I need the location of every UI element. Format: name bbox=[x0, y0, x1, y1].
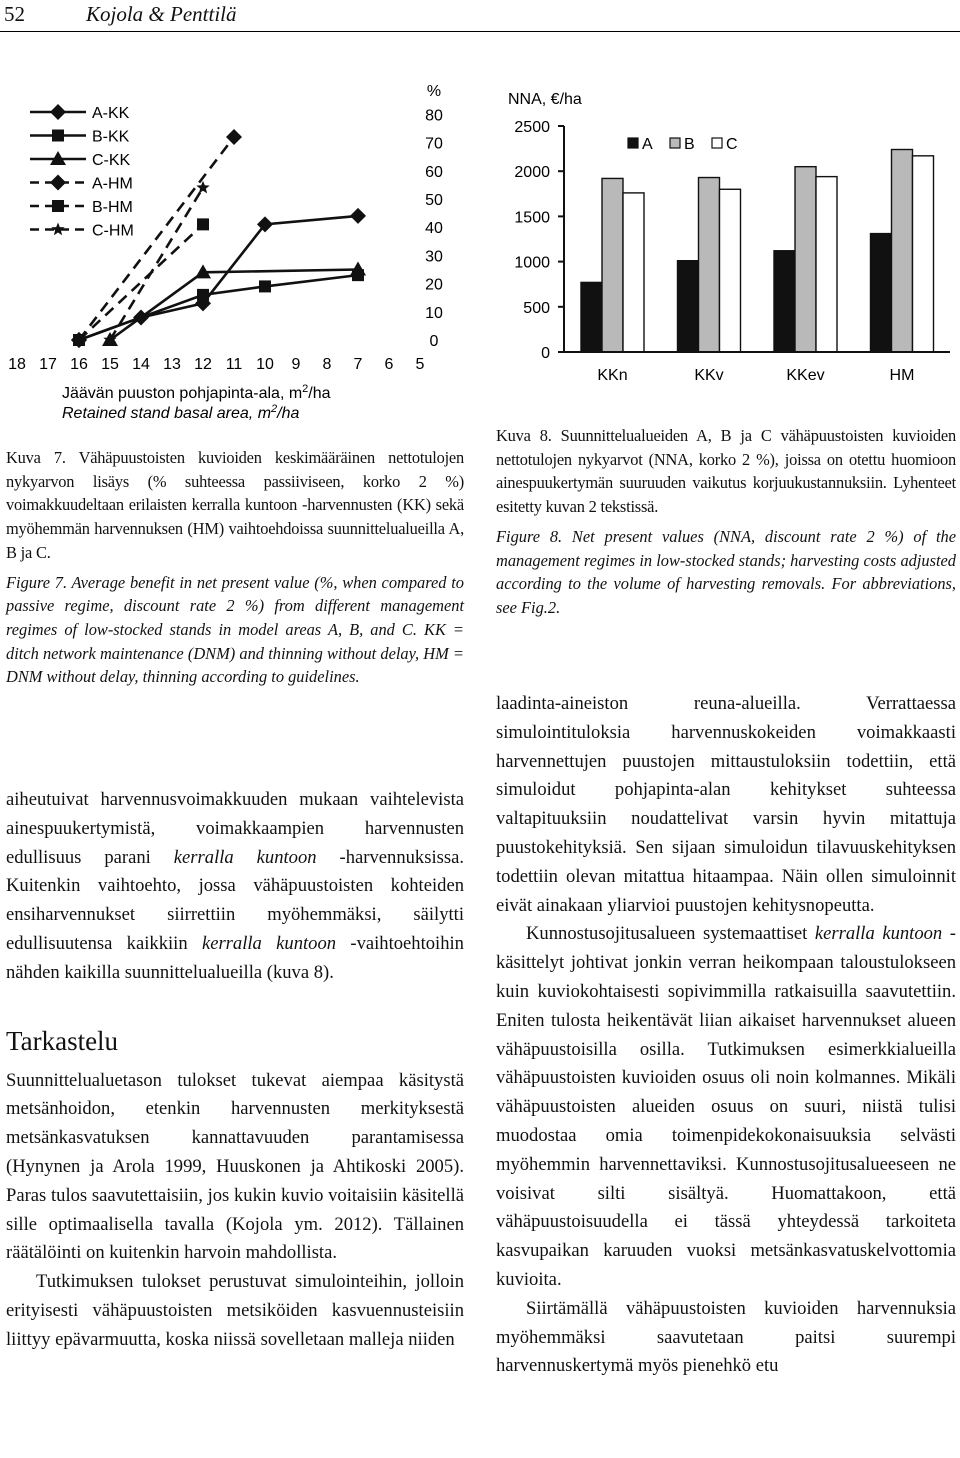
figure-7-caption-fi: Kuva 7. Vähäpuustoisten kuvioiden keskimääräinen nettotulojen nykyarvon lisäys (% suhteessa passiiviseen, korko 2 %) voimakkuudeltaan erilaisten kerralla kuntoon -harvennusten (KK) sekä myöhemmän harvennuksen (HM) vaihtoehdoissa suunnittelualueilla A, B ja C. bbox=[6, 448, 464, 562]
figure-8-x-tick-labels bbox=[597, 367, 914, 384]
text-run: kerralla kuntoon bbox=[814, 923, 943, 945]
legend-label: B-KK bbox=[92, 128, 130, 146]
bar bbox=[678, 261, 699, 352]
y-tick-label: 40 bbox=[425, 220, 443, 238]
diamond-marker bbox=[226, 129, 242, 145]
x-tick-label: KKn bbox=[597, 367, 628, 384]
right-body-paragraph-3: Siirtämällä vähäpuustoisten kuvioiden harvennuksia myöhemmäksi saavutetaan paitsi suurempi harvennuskertymä myös pienehkö etu bbox=[496, 1297, 956, 1377]
x-tick-label: KKev bbox=[786, 367, 825, 384]
bar bbox=[795, 167, 816, 352]
x-tick-label: 15 bbox=[101, 356, 119, 373]
left-body-paragraph-1 bbox=[6, 786, 464, 988]
x-tick-label: 12 bbox=[194, 356, 212, 373]
running-head: Kojola & Penttilä bbox=[86, 2, 237, 26]
figure-7-caption-en: Figure 7. Average benefit in net present value (%, when compared to passive regime, discount rate 2 %) from different management regimes of low-stocked stands in model areas A, B, and C. KK = ditch network maintenance (DNM) and thinning without delay, HM = DNM without delay, thinning according to guidelines. bbox=[6, 572, 464, 687]
y-tick-label: 60 bbox=[425, 163, 443, 181]
x-tick-label: 18 bbox=[8, 356, 26, 373]
x-tick-label: 17 bbox=[39, 356, 57, 373]
legend-swatch bbox=[670, 138, 680, 148]
figure-8-bars bbox=[581, 150, 934, 352]
y-tick-label: 20 bbox=[425, 276, 443, 294]
y-tick-label: 70 bbox=[425, 135, 443, 153]
x-tick-label: 13 bbox=[163, 356, 181, 373]
text-run: kerralla kuntoon bbox=[201, 932, 337, 954]
bar bbox=[892, 150, 913, 352]
figure-8-caption-en: Figure 8. Net present values (NNA, discount rate 2 %) of the management regimes in low-stocked stands; harvesting costs adjusted according to the volume of harvesting removals. For abbreviations, see Fig.2. bbox=[496, 526, 956, 617]
bar bbox=[699, 178, 720, 352]
x-tick-label: 5 bbox=[415, 356, 425, 373]
x-tick-label: 16 bbox=[70, 356, 88, 373]
star-marker bbox=[51, 223, 64, 236]
bar bbox=[774, 251, 795, 352]
square-marker bbox=[259, 280, 271, 292]
square-marker bbox=[52, 130, 64, 142]
figure-8-legend bbox=[628, 136, 738, 153]
legend-label: C bbox=[726, 136, 738, 153]
y-tick-label: 2000 bbox=[514, 164, 550, 182]
figure-7-legend bbox=[30, 104, 134, 240]
square-marker bbox=[52, 200, 64, 212]
left-body-paragraph-2: Suunnittelualuetason tulokset tukevat aiempaa käsitystä metsänhoidon, etenkin harvennusten merkityksestä metsänkasvatuksen kannattavuuden parantamisessa (Hynynen ja Arola 1999, Huuskonen ja Ahtikoski 2005). Paras tulos saavutettaisiin, jos kukin kuvio voitaisiin käsitellä sille optimaalisella tavalla (Kojola ym. 2012). Tällainen räätälöinti on kuitenkin harvoin mahdollista. bbox=[6, 1069, 464, 1264]
text-run: Kunnostusojitusalueen systemaattiset bbox=[526, 923, 815, 945]
page-number: 52 bbox=[4, 2, 25, 26]
header-rule bbox=[0, 31, 960, 32]
bar bbox=[816, 177, 837, 352]
legend-label: C-KK bbox=[92, 152, 131, 169]
x-tick-label: 7 bbox=[353, 356, 363, 373]
y-tick-label: 1000 bbox=[514, 254, 550, 272]
diamond-marker bbox=[50, 175, 66, 191]
legend-label: B bbox=[684, 136, 695, 153]
figure-7-y-tick-labels bbox=[425, 107, 443, 350]
figure-8-y-tick-labels bbox=[514, 119, 550, 362]
right-body-paragraph-1: laadinta-aineiston reuna-alueilla. Verrattaessa simulointituloksia harvennuskokeiden voimakkaasti harvennettujen puustojen mittaustuloksiin todettiin, että simuloidut pohjapinta-alan kehitykset suhteessa valtapituuksiin noudattelivat varsin hyvin mitattuja puustokehityksiä. Sen sijaan simuloidun tilavuuskehityksen todettiin olevan mitattua hitaampaa. Näin ollen simuloinnit eivät ainakaan yliarvioi puustojen kehitysnopeutta. bbox=[496, 693, 956, 916]
text-run: aiheutuivat harvennusvoimakkuuden mukaan vaihtelevista ainespuukertymistä, voimakkaampien harvennusten edullisuus parani bbox=[6, 789, 464, 868]
figure-8-y-label: NNA, €/ha bbox=[508, 91, 582, 108]
x-tick-label: HM bbox=[889, 367, 915, 384]
diamond-marker bbox=[50, 104, 66, 120]
x-tick-label: 14 bbox=[132, 356, 150, 373]
section-heading-tarkastelu: Tarkastelu bbox=[6, 1025, 119, 1056]
y-tick-label: 0 bbox=[429, 333, 439, 350]
legend-swatch bbox=[712, 138, 722, 148]
x-tick-label: KKv bbox=[694, 367, 724, 384]
y-tick-label: 0 bbox=[541, 345, 550, 362]
left-body-paragraph-3: Tutkimuksen tulokset perustuvat simulointeihin, jolloin erityisesti vähäpuustoisten metsiköiden kasvuennusteisiin liittyy epävarmuutta, koska niissä sovelletaan malleja niiden bbox=[6, 1271, 464, 1350]
square-marker bbox=[197, 289, 209, 301]
y-tick-label: 10 bbox=[425, 304, 443, 322]
y-tick-label: 50 bbox=[425, 192, 443, 209]
x-tick-label: 11 bbox=[225, 356, 243, 373]
figure-7-y-unit: % bbox=[426, 83, 442, 100]
legend-label: A-HM bbox=[92, 175, 133, 193]
x-tick-label: 10 bbox=[256, 356, 274, 373]
legend-label: C-HM bbox=[92, 222, 134, 240]
figure-7-line-chart bbox=[0, 76, 470, 426]
text-run: -käsittelyt johtivat jonkin verran heikompaan taloustulokseen kuin kuviokohtaisesti sopivimmilla ratkaisuilla saavutettiin. Eniten tulosta heikentävät liian aikaiset harvennukset alueen vähäpuustoisilla osilla. Tutkimuksen esimerkkialueilla vähäpuustoisten kuvioiden osuus oli noin kolmannes. Mikäli vähäpuustoisten alueiden osuus on suuri, niistä tulisi muodostaa omia toimenpidekokonaisuuksia selvästi myöhemmin harvennettaviksi. Kunnostusojitusalueeseen ne voisivat silti sisältyä. Huomattakoon, että vähäpuustoisuudella ei tässä yhteydessä tarkoiteta kasvupaikan karuuden vuoksi metsänkasvatuskelvottomia kuvioita. bbox=[496, 923, 956, 1290]
x-tick-label: 6 bbox=[384, 356, 394, 373]
y-tick-label: 1500 bbox=[514, 209, 550, 227]
text-run: kerralla kuntoon bbox=[173, 846, 317, 868]
star-marker bbox=[196, 181, 209, 194]
bar bbox=[913, 156, 934, 352]
square-marker bbox=[73, 334, 85, 346]
x-tick-label: 8 bbox=[322, 356, 332, 373]
bar bbox=[602, 178, 623, 352]
y-tick-label: 500 bbox=[523, 299, 550, 317]
bar bbox=[720, 189, 741, 352]
square-marker bbox=[197, 218, 209, 230]
figure-7-x-label-en: Retained stand basal area, $m^2/ha$ bbox=[62, 403, 300, 422]
figure-7-x-tick-labels bbox=[8, 356, 424, 373]
bar bbox=[581, 282, 602, 352]
legend-label: A-KK bbox=[92, 105, 130, 122]
text-run: -harvennuksissa. Kuitenkin vaihtoehto, jossa vähäpuustoisten kohteiden ensiharvennukset siirrettiin myöhemmäksi, säilytti edullisuutensa kaikkiin bbox=[6, 846, 464, 954]
diamond-marker bbox=[350, 208, 366, 224]
y-tick-label: 30 bbox=[425, 248, 443, 266]
figure-8-caption-fi: Kuva 8. Suunnittelualueiden A, B ja C vähäpuustoisten kuvioiden nettotulojen nykyarvot (NNA, korko 2 %), joissa on otettu huomioon ainespuukertymän suuruuden vaikutus korjuukustannuksiin. Lyhenteet esitetty kuvan 2 tekstissä. bbox=[496, 426, 956, 517]
figure-7-x-label-fi: Jäävän puuston pohjapinta-ala, $m^2/ha$ bbox=[62, 383, 331, 402]
legend-label: B-HM bbox=[92, 199, 133, 216]
legend-label: A bbox=[642, 136, 653, 153]
x-tick-label: 9 bbox=[291, 356, 301, 373]
bar bbox=[623, 193, 644, 352]
legend-swatch bbox=[628, 138, 638, 148]
page-header bbox=[0, 0, 960, 36]
y-tick-label: 80 bbox=[425, 107, 443, 125]
text-run: -vaihtoehtoihin nähden kaikilla suunnittelualueilla (kuva 8). bbox=[6, 932, 464, 983]
y-tick-label: 2500 bbox=[514, 119, 550, 136]
bar bbox=[871, 234, 892, 352]
right-body-paragraph-2 bbox=[496, 920, 956, 1294]
figure-8-bar-chart bbox=[496, 82, 960, 392]
